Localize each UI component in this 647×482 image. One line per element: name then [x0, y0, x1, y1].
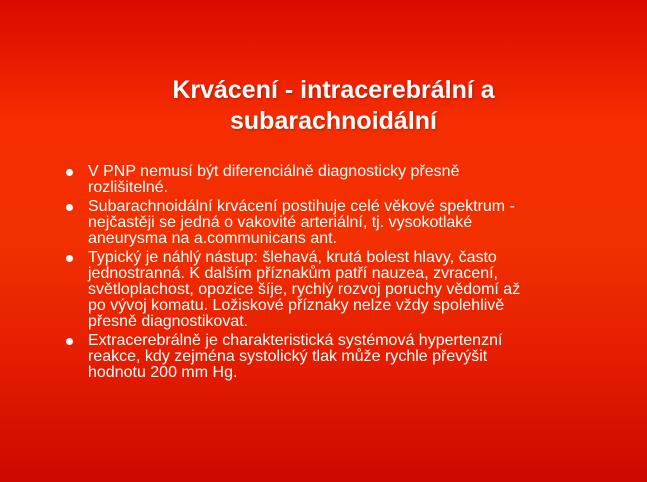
bullet-text: [88, 199, 600, 247]
bullet-line: nejčastěji se jedná o vakovité arteriální, tj. vysokotlaké: [88, 214, 473, 231]
bullet-icon: [66, 255, 73, 262]
bullet-line: V PNP nemusí být diferenciálně diagnosticky přesně: [88, 163, 460, 180]
bullet-line: po vývoj komatu. Ložiskové příznaky nelze vždy spolehlivě: [88, 297, 505, 314]
bullet-line: Extracerebrálně je charakteristická systémová hypertenzní: [88, 332, 503, 349]
bullet-line: reakce, kdy zejména systolický tlak může rychle převýšit: [88, 348, 488, 365]
bullet-line: světloplachost, opozice šíje, rychlý rozvoj poruchy vědomí až: [88, 281, 521, 298]
bullet-list: [60, 164, 600, 384]
bullet-text: [88, 164, 600, 196]
slide-title: [0, 75, 647, 137]
bullet-item: [60, 250, 600, 330]
bullet-line: Typický je náhlý nástup: šlehavá, krutá bolest hlavy, často: [88, 249, 497, 266]
bullet-item: [60, 164, 600, 196]
bullet-line: aneurysma na a.communicans ant.: [88, 230, 338, 247]
bullet-icon: [66, 204, 73, 211]
bullet-line: Subarachnoidální krvácení postihuje celé věkové spektrum -: [88, 198, 515, 215]
bullet-line: hodnotu 200 mm Hg.: [88, 364, 238, 381]
slide-title-line: Krvácení - intracerebrální a: [172, 75, 495, 104]
bullet-icon: [66, 338, 73, 345]
bullet-item: [60, 333, 600, 381]
slide-title-line: subarachnoidální: [230, 106, 437, 135]
bullet-text: [88, 333, 600, 381]
bullet-line: rozlišitelné.: [88, 179, 169, 196]
bullet-item: [60, 199, 600, 247]
bullet-icon: [66, 169, 73, 176]
bullet-line: přesně diagnostikovat.: [88, 313, 249, 330]
bullet-text: [88, 250, 600, 330]
bullet-line: jednostranná. K dalším příznakům patří nauzea, zvracení,: [88, 265, 498, 282]
